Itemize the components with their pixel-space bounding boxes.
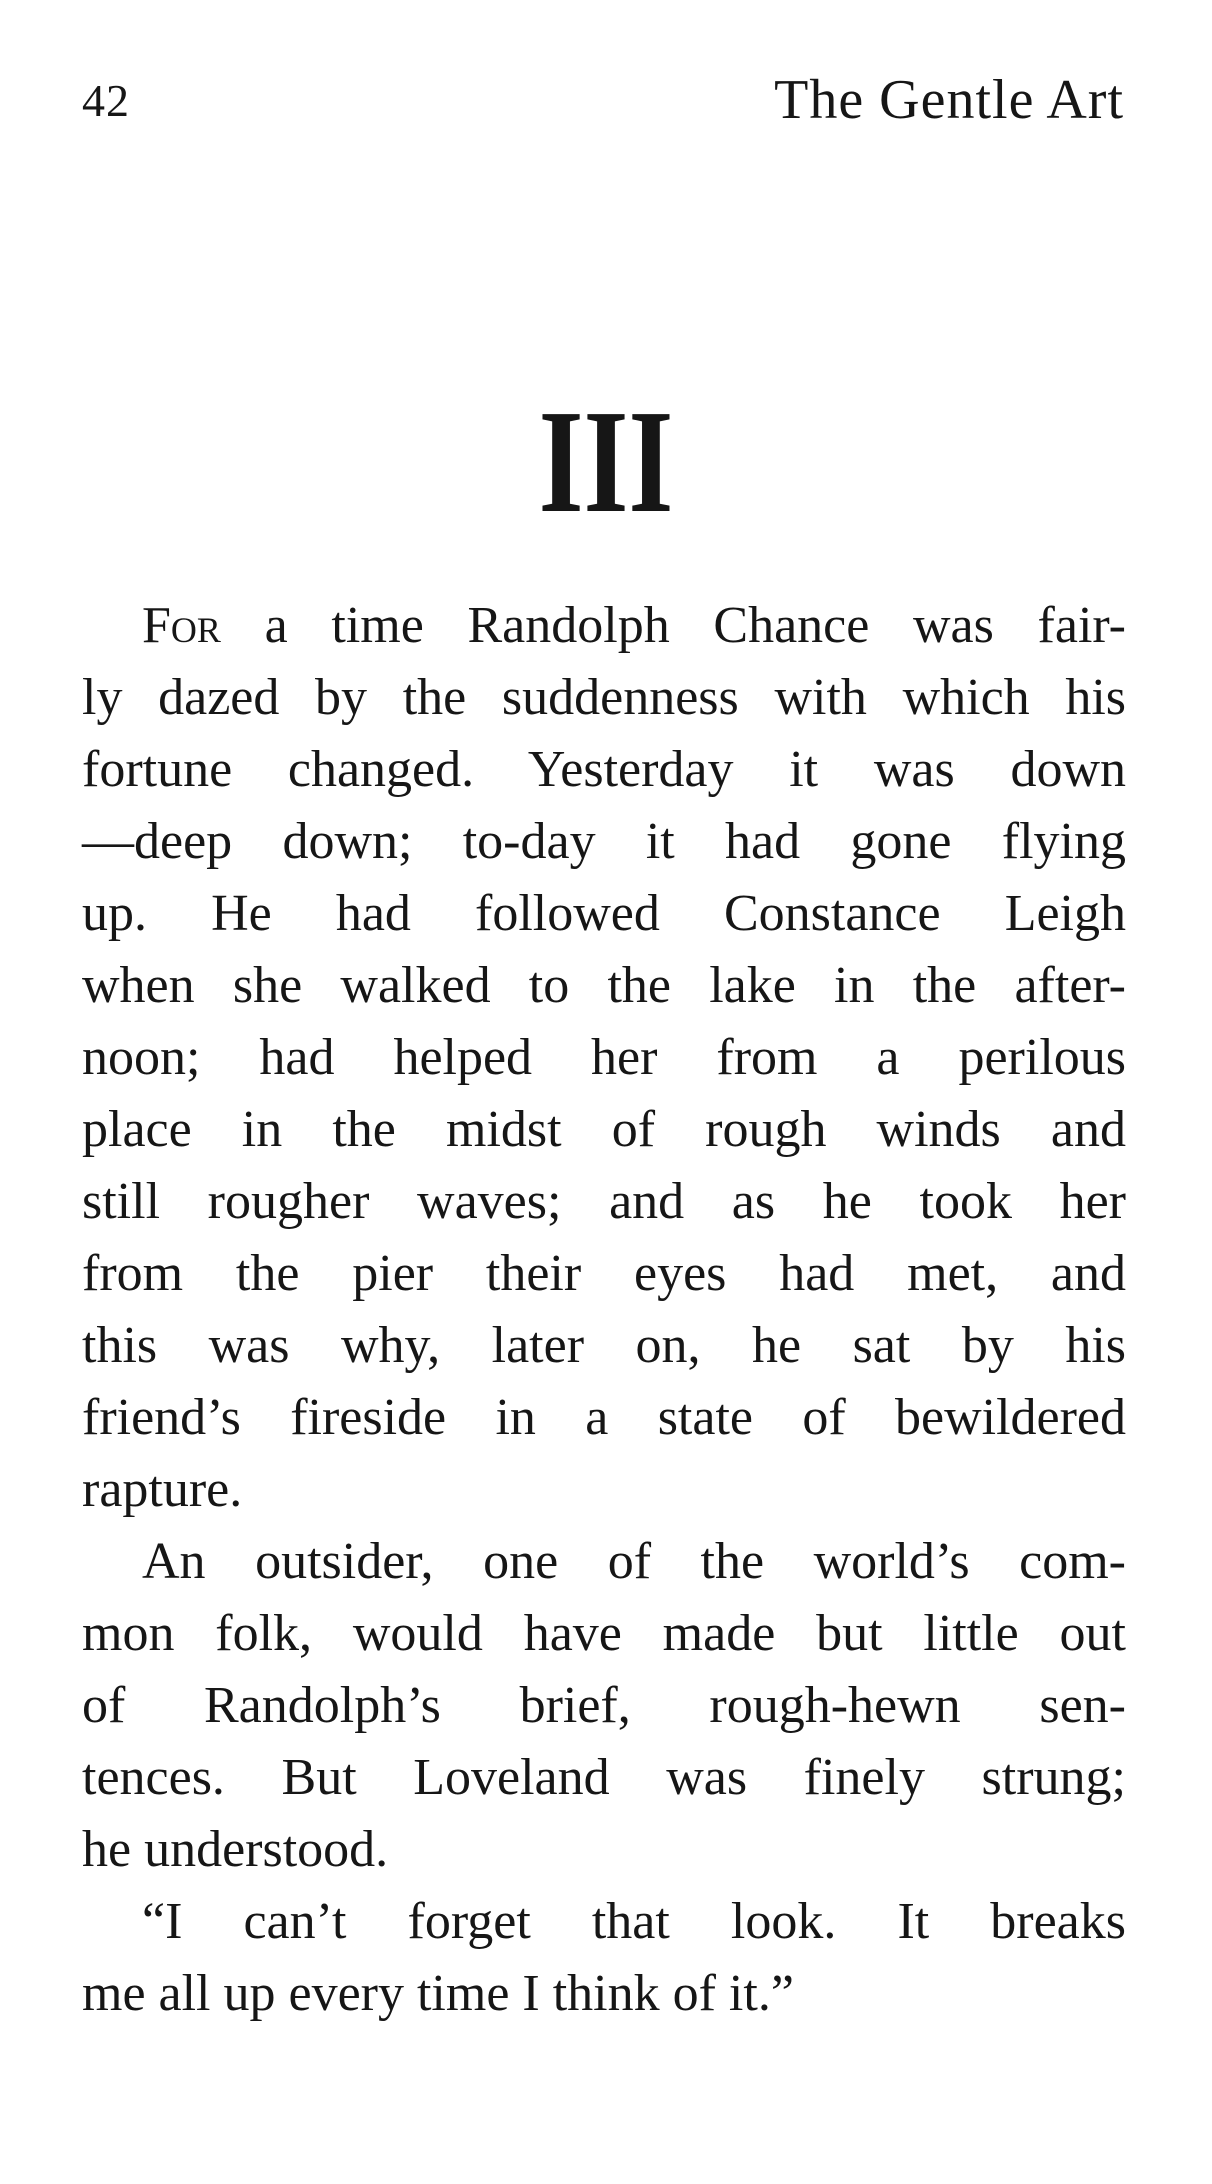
paragraph-1-line-8: place in the midst of rough winds and [82, 1101, 1126, 1158]
running-head [82, 68, 1124, 138]
paragraph-1-line-9: still rougher waves; and as he took her [82, 1173, 1126, 1230]
running-title: The Gentle Art [774, 69, 1124, 131]
paragraph-1-line-1: For a time Randolph Chance was fair- [142, 597, 1126, 654]
paragraph-2-line-5: he understood. [82, 1821, 389, 1878]
paragraph-1-line-13: rapture. [82, 1461, 243, 1518]
paragraph-3-line-1: “I can’t forget that look. It breaks [142, 1893, 1126, 1950]
paragraph-1-line-6: when she walked to the lake in the after- [82, 957, 1126, 1014]
paragraph-1-line-11: this was why, later on, he sat by his [82, 1317, 1126, 1374]
paragraph-2-line-2: mon folk, would have made but little out [82, 1605, 1126, 1662]
page-number: 42 [82, 75, 130, 126]
chapter-number: III [538, 380, 674, 544]
opening-word: For [142, 597, 221, 654]
paragraph-1-line-4: —deep down; to-day it had gone flying [82, 813, 1126, 870]
paragraph-1-line-5: up. He had followed Constance Leigh [82, 885, 1126, 942]
paragraph-1-line-2: ly dazed by the suddenness with which his [82, 669, 1126, 726]
paragraph-1-line-10: from the pier their eyes had met, and [82, 1245, 1126, 1302]
paragraph-1-line-7: noon; had helped her from a perilous [82, 1029, 1126, 1086]
paragraph-2-line-3: of Randolph’s brief, rough-hewn sen- [82, 1677, 1126, 1734]
paragraph-3-line-2: me all up every time I think of it.” [82, 1965, 794, 2022]
paragraph-1-line-3: fortune changed. Yesterday it was down [82, 741, 1126, 798]
paragraph-2-line-4: tences. But Loveland was finely strung; [82, 1749, 1126, 1806]
chapter-body [82, 590, 1126, 2030]
paragraph-2-line-1: An outsider, one of the world’s com- [142, 1533, 1126, 1590]
paragraph-1-line-12: friend’s fireside in a state of bewildered [82, 1389, 1126, 1446]
